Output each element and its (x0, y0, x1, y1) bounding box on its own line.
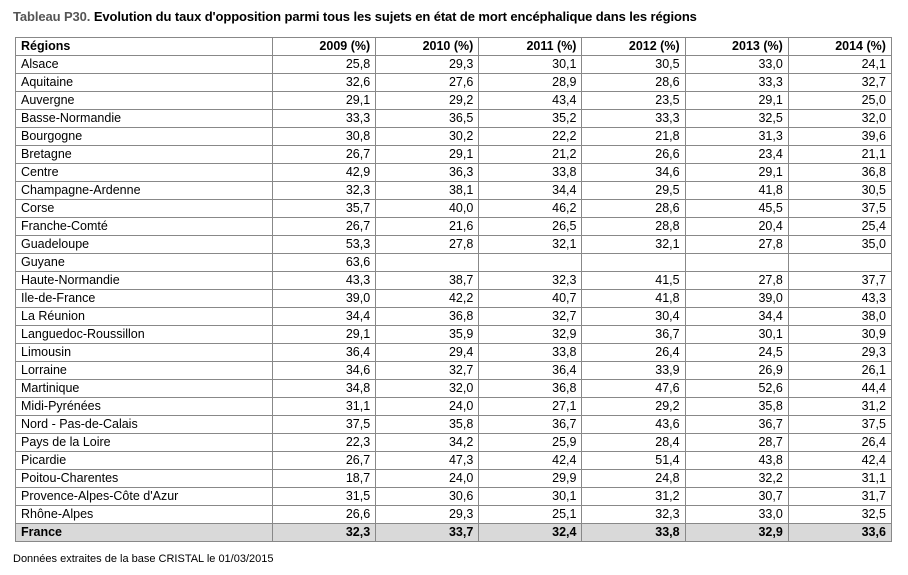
value-cell: 29,1 (273, 92, 376, 110)
value-cell: 25,8 (273, 56, 376, 74)
region-cell: La Réunion (16, 308, 273, 326)
value-cell: 21,8 (582, 128, 685, 146)
value-cell: 30,5 (582, 56, 685, 74)
value-cell: 32,4 (479, 524, 582, 542)
value-cell (479, 254, 582, 272)
value-cell: 28,7 (685, 434, 788, 452)
value-cell: 35,2 (479, 110, 582, 128)
value-cell: 35,7 (273, 200, 376, 218)
value-cell: 33,8 (582, 524, 685, 542)
value-cell: 32,2 (685, 470, 788, 488)
value-cell: 32,6 (273, 74, 376, 92)
value-cell: 25,9 (479, 434, 582, 452)
value-cell: 28,4 (582, 434, 685, 452)
column-header-year: 2011 (%) (479, 38, 582, 56)
value-cell: 24,0 (376, 398, 479, 416)
value-cell: 33,0 (685, 56, 788, 74)
table-row (16, 326, 892, 344)
region-cell: Rhône-Alpes (16, 506, 273, 524)
table-row (16, 236, 892, 254)
value-cell: 32,7 (479, 308, 582, 326)
value-cell: 32,5 (685, 110, 788, 128)
value-cell: 31,2 (582, 488, 685, 506)
value-cell: 24,5 (685, 344, 788, 362)
value-cell: 36,5 (376, 110, 479, 128)
table-title (13, 9, 697, 24)
column-header-region: Régions (16, 38, 273, 56)
region-cell: Midi-Pyrénées (16, 398, 273, 416)
table-row (16, 92, 892, 110)
value-cell: 27,1 (479, 398, 582, 416)
table-row (16, 110, 892, 128)
value-cell: 33,0 (685, 506, 788, 524)
value-cell: 22,3 (273, 434, 376, 452)
table-row (16, 200, 892, 218)
value-cell: 24,0 (376, 470, 479, 488)
region-cell: Haute-Normandie (16, 272, 273, 290)
value-cell: 27,8 (376, 236, 479, 254)
value-cell: 39,0 (685, 290, 788, 308)
region-cell: Martinique (16, 380, 273, 398)
region-cell: Champagne-Ardenne (16, 182, 273, 200)
value-cell: 32,3 (479, 272, 582, 290)
table-row (16, 254, 892, 272)
value-cell: 36,8 (788, 164, 891, 182)
column-header-year: 2013 (%) (685, 38, 788, 56)
value-cell: 25,4 (788, 218, 891, 236)
value-cell: 27,8 (685, 272, 788, 290)
value-cell: 26,5 (479, 218, 582, 236)
value-cell: 34,2 (376, 434, 479, 452)
column-header-year: 2009 (%) (273, 38, 376, 56)
value-cell: 29,9 (479, 470, 582, 488)
table-body (16, 56, 892, 542)
value-cell: 32,7 (788, 74, 891, 92)
value-cell: 30,1 (479, 488, 582, 506)
value-cell: 26,4 (582, 344, 685, 362)
table-row (16, 434, 892, 452)
value-cell: 43,3 (273, 272, 376, 290)
table-row (16, 146, 892, 164)
value-cell: 29,1 (376, 146, 479, 164)
value-cell: 29,2 (376, 92, 479, 110)
value-cell: 40,0 (376, 200, 479, 218)
value-cell: 33,8 (479, 344, 582, 362)
value-cell: 31,1 (273, 398, 376, 416)
value-cell: 29,1 (273, 326, 376, 344)
region-cell: Poitou-Charentes (16, 470, 273, 488)
value-cell (685, 254, 788, 272)
value-cell (376, 254, 479, 272)
value-cell: 30,1 (479, 56, 582, 74)
value-cell: 26,1 (788, 362, 891, 380)
table-total-row (16, 524, 892, 542)
value-cell: 36,3 (376, 164, 479, 182)
value-cell: 21,2 (479, 146, 582, 164)
value-cell: 34,6 (273, 362, 376, 380)
value-cell: 35,8 (685, 398, 788, 416)
value-cell: 42,9 (273, 164, 376, 182)
value-cell: 20,4 (685, 218, 788, 236)
value-cell: 53,3 (273, 236, 376, 254)
value-cell: 29,4 (376, 344, 479, 362)
region-cell: Basse-Normandie (16, 110, 273, 128)
column-header-year: 2010 (%) (376, 38, 479, 56)
value-cell: 29,2 (582, 398, 685, 416)
value-cell (788, 254, 891, 272)
value-cell: 34,4 (479, 182, 582, 200)
value-cell: 25,1 (479, 506, 582, 524)
value-cell: 41,8 (685, 182, 788, 200)
value-cell: 28,6 (582, 74, 685, 92)
value-cell: 39,0 (273, 290, 376, 308)
region-cell: Ile-de-France (16, 290, 273, 308)
value-cell: 36,4 (273, 344, 376, 362)
region-cell: Alsace (16, 56, 273, 74)
value-cell: 63,6 (273, 254, 376, 272)
region-cell: Auvergne (16, 92, 273, 110)
region-cell: Picardie (16, 452, 273, 470)
region-cell: Provence-Alpes-Côte d'Azur (16, 488, 273, 506)
table-row (16, 398, 892, 416)
table-title-text: Evolution du taux d'opposition parmi tous les sujets en état de mort encéphalique dans les régions (90, 9, 697, 24)
opposition-rate-table (15, 37, 892, 542)
region-cell: Lorraine (16, 362, 273, 380)
value-cell: 34,6 (582, 164, 685, 182)
value-cell: 41,5 (582, 272, 685, 290)
value-cell: 32,0 (376, 380, 479, 398)
table-row (16, 56, 892, 74)
region-cell: Languedoc-Roussillon (16, 326, 273, 344)
value-cell: 26,7 (273, 146, 376, 164)
value-cell: 23,4 (685, 146, 788, 164)
value-cell: 35,0 (788, 236, 891, 254)
region-cell: Pays de la Loire (16, 434, 273, 452)
value-cell: 35,9 (376, 326, 479, 344)
table-row (16, 452, 892, 470)
table-row (16, 488, 892, 506)
value-cell: 29,3 (376, 506, 479, 524)
value-cell: 33,8 (479, 164, 582, 182)
table-row (16, 182, 892, 200)
value-cell: 37,7 (788, 272, 891, 290)
value-cell: 29,1 (685, 164, 788, 182)
value-cell: 21,1 (788, 146, 891, 164)
value-cell: 28,8 (582, 218, 685, 236)
table-row (16, 74, 892, 92)
value-cell: 42,4 (788, 452, 891, 470)
value-cell: 38,0 (788, 308, 891, 326)
value-cell: 26,9 (685, 362, 788, 380)
region-cell: Corse (16, 200, 273, 218)
value-cell: 34,4 (685, 308, 788, 326)
value-cell: 31,1 (788, 470, 891, 488)
value-cell: 22,2 (479, 128, 582, 146)
value-cell: 41,8 (582, 290, 685, 308)
value-cell: 47,6 (582, 380, 685, 398)
value-cell: 36,7 (685, 416, 788, 434)
value-cell: 29,1 (685, 92, 788, 110)
value-cell: 21,6 (376, 218, 479, 236)
value-cell: 37,5 (788, 200, 891, 218)
value-cell: 27,6 (376, 74, 479, 92)
source-note: Données extraites de la base CRISTAL le 01/03/2015 (13, 553, 274, 565)
table-row (16, 164, 892, 182)
value-cell: 34,4 (273, 308, 376, 326)
value-cell: 36,4 (479, 362, 582, 380)
value-cell: 32,1 (479, 236, 582, 254)
region-cell: Nord - Pas-de-Calais (16, 416, 273, 434)
value-cell: 30,6 (376, 488, 479, 506)
value-cell: 29,3 (376, 56, 479, 74)
value-cell: 43,8 (685, 452, 788, 470)
table-row (16, 380, 892, 398)
value-cell: 43,6 (582, 416, 685, 434)
value-cell: 30,1 (685, 326, 788, 344)
value-cell: 18,7 (273, 470, 376, 488)
value-cell: 31,3 (685, 128, 788, 146)
table-row (16, 290, 892, 308)
table-row (16, 362, 892, 380)
value-cell: 38,1 (376, 182, 479, 200)
value-cell: 24,1 (788, 56, 891, 74)
column-header-year: 2014 (%) (788, 38, 891, 56)
value-cell: 26,4 (788, 434, 891, 452)
value-cell: 39,6 (788, 128, 891, 146)
value-cell: 38,7 (376, 272, 479, 290)
value-cell: 32,1 (582, 236, 685, 254)
table-header-row (16, 38, 892, 56)
value-cell: 51,4 (582, 452, 685, 470)
value-cell: 36,7 (479, 416, 582, 434)
value-cell: 43,4 (479, 92, 582, 110)
value-cell: 33,9 (582, 362, 685, 380)
value-cell: 26,7 (273, 218, 376, 236)
value-cell: 30,5 (788, 182, 891, 200)
value-cell: 32,0 (788, 110, 891, 128)
value-cell: 37,5 (788, 416, 891, 434)
value-cell: 28,9 (479, 74, 582, 92)
value-cell: 29,3 (788, 344, 891, 362)
value-cell: 24,8 (582, 470, 685, 488)
value-cell: 33,3 (273, 110, 376, 128)
value-cell: 35,8 (376, 416, 479, 434)
value-cell: 33,6 (788, 524, 891, 542)
value-cell: 30,7 (685, 488, 788, 506)
table-code: Tableau P30. (13, 9, 91, 24)
value-cell: 34,8 (273, 380, 376, 398)
table-row (16, 344, 892, 362)
value-cell: 26,7 (273, 452, 376, 470)
value-cell: 27,8 (685, 236, 788, 254)
region-cell: Guadeloupe (16, 236, 273, 254)
region-cell: France (16, 524, 273, 542)
value-cell: 47,3 (376, 452, 479, 470)
region-cell: Limousin (16, 344, 273, 362)
region-cell: Bourgogne (16, 128, 273, 146)
value-cell: 45,5 (685, 200, 788, 218)
region-cell: Franche-Comté (16, 218, 273, 236)
value-cell: 42,4 (479, 452, 582, 470)
value-cell: 37,5 (273, 416, 376, 434)
value-cell: 29,5 (582, 182, 685, 200)
value-cell: 32,7 (376, 362, 479, 380)
value-cell: 46,2 (479, 200, 582, 218)
value-cell: 36,7 (582, 326, 685, 344)
column-header-year: 2012 (%) (582, 38, 685, 56)
region-cell: Bretagne (16, 146, 273, 164)
value-cell: 32,9 (479, 326, 582, 344)
value-cell: 32,5 (788, 506, 891, 524)
table-row (16, 470, 892, 488)
value-cell: 32,9 (685, 524, 788, 542)
value-cell: 28,6 (582, 200, 685, 218)
value-cell: 30,4 (582, 308, 685, 326)
value-cell: 23,5 (582, 92, 685, 110)
table-row (16, 416, 892, 434)
value-cell: 31,7 (788, 488, 891, 506)
value-cell: 26,6 (273, 506, 376, 524)
table-row (16, 308, 892, 326)
table-row (16, 128, 892, 146)
value-cell: 44,4 (788, 380, 891, 398)
value-cell: 30,2 (376, 128, 479, 146)
region-cell: Guyane (16, 254, 273, 272)
value-cell: 40,7 (479, 290, 582, 308)
value-cell: 26,6 (582, 146, 685, 164)
value-cell: 31,5 (273, 488, 376, 506)
table-row (16, 272, 892, 290)
value-cell: 36,8 (376, 308, 479, 326)
value-cell: 30,8 (273, 128, 376, 146)
value-cell: 25,0 (788, 92, 891, 110)
value-cell: 36,8 (479, 380, 582, 398)
table-row (16, 218, 892, 236)
value-cell: 33,3 (582, 110, 685, 128)
value-cell: 32,3 (273, 182, 376, 200)
value-cell: 43,3 (788, 290, 891, 308)
value-cell: 32,3 (582, 506, 685, 524)
value-cell: 32,3 (273, 524, 376, 542)
value-cell: 33,7 (376, 524, 479, 542)
value-cell: 33,3 (685, 74, 788, 92)
region-cell: Aquitaine (16, 74, 273, 92)
value-cell: 30,9 (788, 326, 891, 344)
value-cell: 42,2 (376, 290, 479, 308)
value-cell: 52,6 (685, 380, 788, 398)
table-row (16, 506, 892, 524)
value-cell: 31,2 (788, 398, 891, 416)
value-cell (582, 254, 685, 272)
region-cell: Centre (16, 164, 273, 182)
